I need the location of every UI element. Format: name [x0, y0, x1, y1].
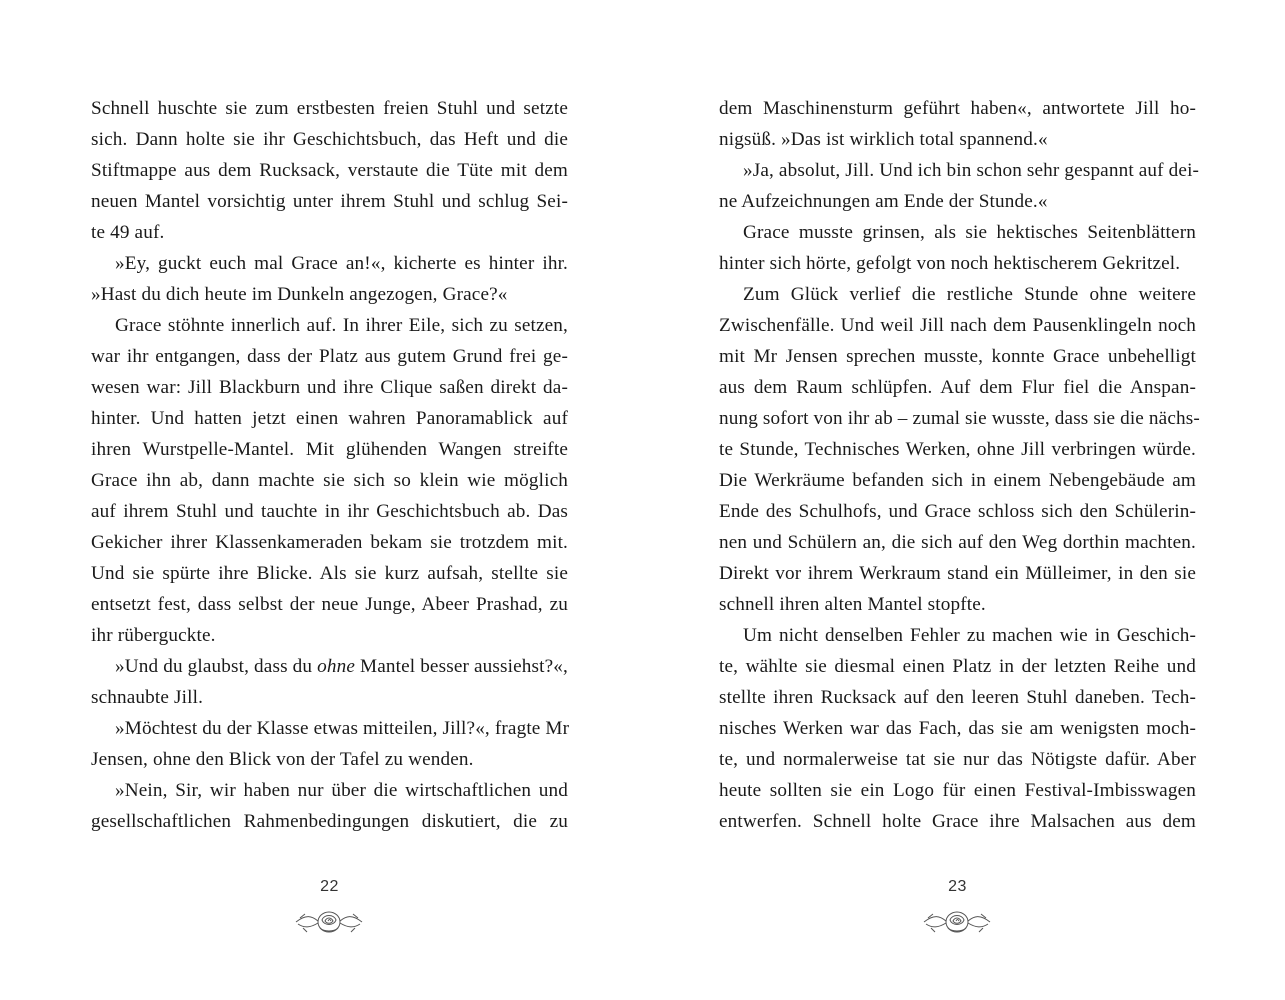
text-line: »Ey, guckt euch mal Grace an!«, kicherte es hinter ihr.	[115, 253, 568, 274]
rose-ornament-icon	[294, 904, 364, 940]
text-line: dem Maschinensturm geführt haben«, antwortete Jill ho-	[719, 98, 1196, 119]
text-line: Grace musste grinsen, als sie hektisches Seitenblättern	[743, 222, 1196, 243]
text-line: te Stunde, Technisches Werken, ohne Jill verbringen würde.	[719, 439, 1196, 460]
text-line: nung sofort von ihr ab – zumal sie wusste, dass sie die nächs-	[719, 408, 1200, 429]
left-page-text	[91, 93, 568, 837]
text-line: »Ja, absolut, Jill. Und ich bin schon sehr gespannt auf dei-	[743, 160, 1200, 181]
text-line: Jensen, ohne den Blick von der Tafel zu wenden.	[91, 749, 474, 770]
text-line: stellte ihren Rucksack auf den leeren Stuhl daneben. Tech-	[719, 687, 1196, 708]
text-line: »Nein, Sir, wir haben nur über die wirtschaftlichen und	[115, 780, 568, 801]
text-line: hinter sich hörte, gefolgt von noch hektischerem Gekritzel.	[719, 253, 1181, 274]
text-line: sich. Dann holte sie ihr Geschichtsbuch, das Heft und die	[91, 129, 568, 150]
text-line: neuen Mantel vorsichtig unter ihrem Stuhl und schlug Sei-	[91, 191, 568, 212]
text-line: ihr rüberguckte.	[91, 625, 216, 646]
text-line: hinter. Und hatten jetzt einen wahren Panoramablick auf	[91, 408, 568, 429]
text-line: »Möchtest du der Klasse etwas mitteilen, Jill?«, fragte Mr	[115, 718, 570, 739]
text-line: Um nicht denselben Fehler zu machen wie in Geschich-	[743, 625, 1196, 646]
text-line: nen und Schülern an, die sich auf den Weg dorthin machten.	[719, 532, 1196, 553]
text-line: te 49 auf.	[91, 222, 165, 243]
text-line: aus dem Raum schlüpfen. Auf dem Flur fiel die Anspan-	[719, 377, 1196, 398]
text-line: Grace ihn ab, dann machte sie sich so klein wie möglich	[91, 470, 568, 491]
text-line: Zum Glück verlief die restliche Stunde ohne weitere	[743, 284, 1196, 305]
text-line: Und sie spürte ihre Blicke. Als sie kurz aufsah, stellte sie	[91, 563, 568, 584]
text-line: entsetzt fest, dass selbst der neue Junge, Abeer Prashad, zu	[91, 594, 568, 615]
text-line: Direkt vor ihrem Werkraum stand ein Mülleimer, in den sie	[719, 563, 1196, 584]
rose-ornament-icon	[922, 904, 992, 940]
text-line: te, und normalerweise tat sie nur das Nötigste dafür. Aber	[719, 749, 1196, 770]
text-line: auf ihrem Stuhl und tauchte in ihr Geschichtsbuch ab. Das	[91, 501, 568, 522]
text-line: gesellschaftlichen Rahmenbedingungen diskutiert, die zu	[91, 811, 568, 832]
text-line: heute sollten sie ein Logo für einen Festival-Imbisswagen	[719, 780, 1196, 801]
text-line: »Und du glaubst, dass du ohne Mantel besser aussiehst?«,	[115, 656, 568, 677]
text-line: nisches Werken war das Fach, das sie am wenigsten moch-	[719, 718, 1196, 739]
text-line: Schnell huschte sie zum erstbesten freien Stuhl und setzte	[91, 98, 568, 119]
text-line: schnaubte Jill.	[91, 687, 204, 708]
page-number-right: 23	[948, 878, 967, 895]
text-line: te, wählte sie diesmal einen Platz in der letzten Reihe und	[719, 656, 1196, 677]
text-line: wesen war: Jill Blackburn und ihre Clique saßen direkt da-	[91, 377, 568, 398]
text-line: schnell ihren alten Mantel stopfte.	[719, 594, 986, 615]
text-line: Grace stöhnte innerlich auf. In ihrer Eile, sich zu setzen,	[115, 315, 568, 336]
text-line: war ihr entgangen, dass der Platz aus gutem Grund frei ge-	[91, 346, 568, 367]
text-line: entwerfen. Schnell holte Grace ihre Malsachen aus dem	[719, 811, 1196, 832]
text-line: Zwischenfälle. Und weil Jill nach dem Pausenklingeln noch	[719, 315, 1196, 336]
text-line: nigsüß. »Das ist wirklich total spannend.«	[719, 129, 1048, 150]
text-line: »Hast du dich heute im Dunkeln angezogen, Grace?«	[91, 284, 508, 305]
text-line: Stiftmappe aus dem Rucksack, verstaute die Tüte mit dem	[91, 160, 568, 181]
text-line: Gekicher ihrer Klassenkameraden bekam sie trotzdem mit.	[91, 532, 568, 553]
text-line: ne Aufzeichnungen am Ende der Stunde.«	[719, 191, 1048, 212]
text-line: Ende des Schulhofs, und Grace schloss sich den Schülerin-	[719, 501, 1196, 522]
page-number-left: 22	[320, 878, 339, 895]
text-line: Die Werkräume befanden sich in einem Nebengebäude am	[719, 470, 1196, 491]
text-line: mit Mr Jensen sprechen musste, konnte Grace unbehelligt	[719, 346, 1196, 367]
text-line: ihren Wurstpelle-Mantel. Mit glühenden Wangen streifte	[91, 439, 568, 460]
right-page-text	[719, 93, 1200, 837]
